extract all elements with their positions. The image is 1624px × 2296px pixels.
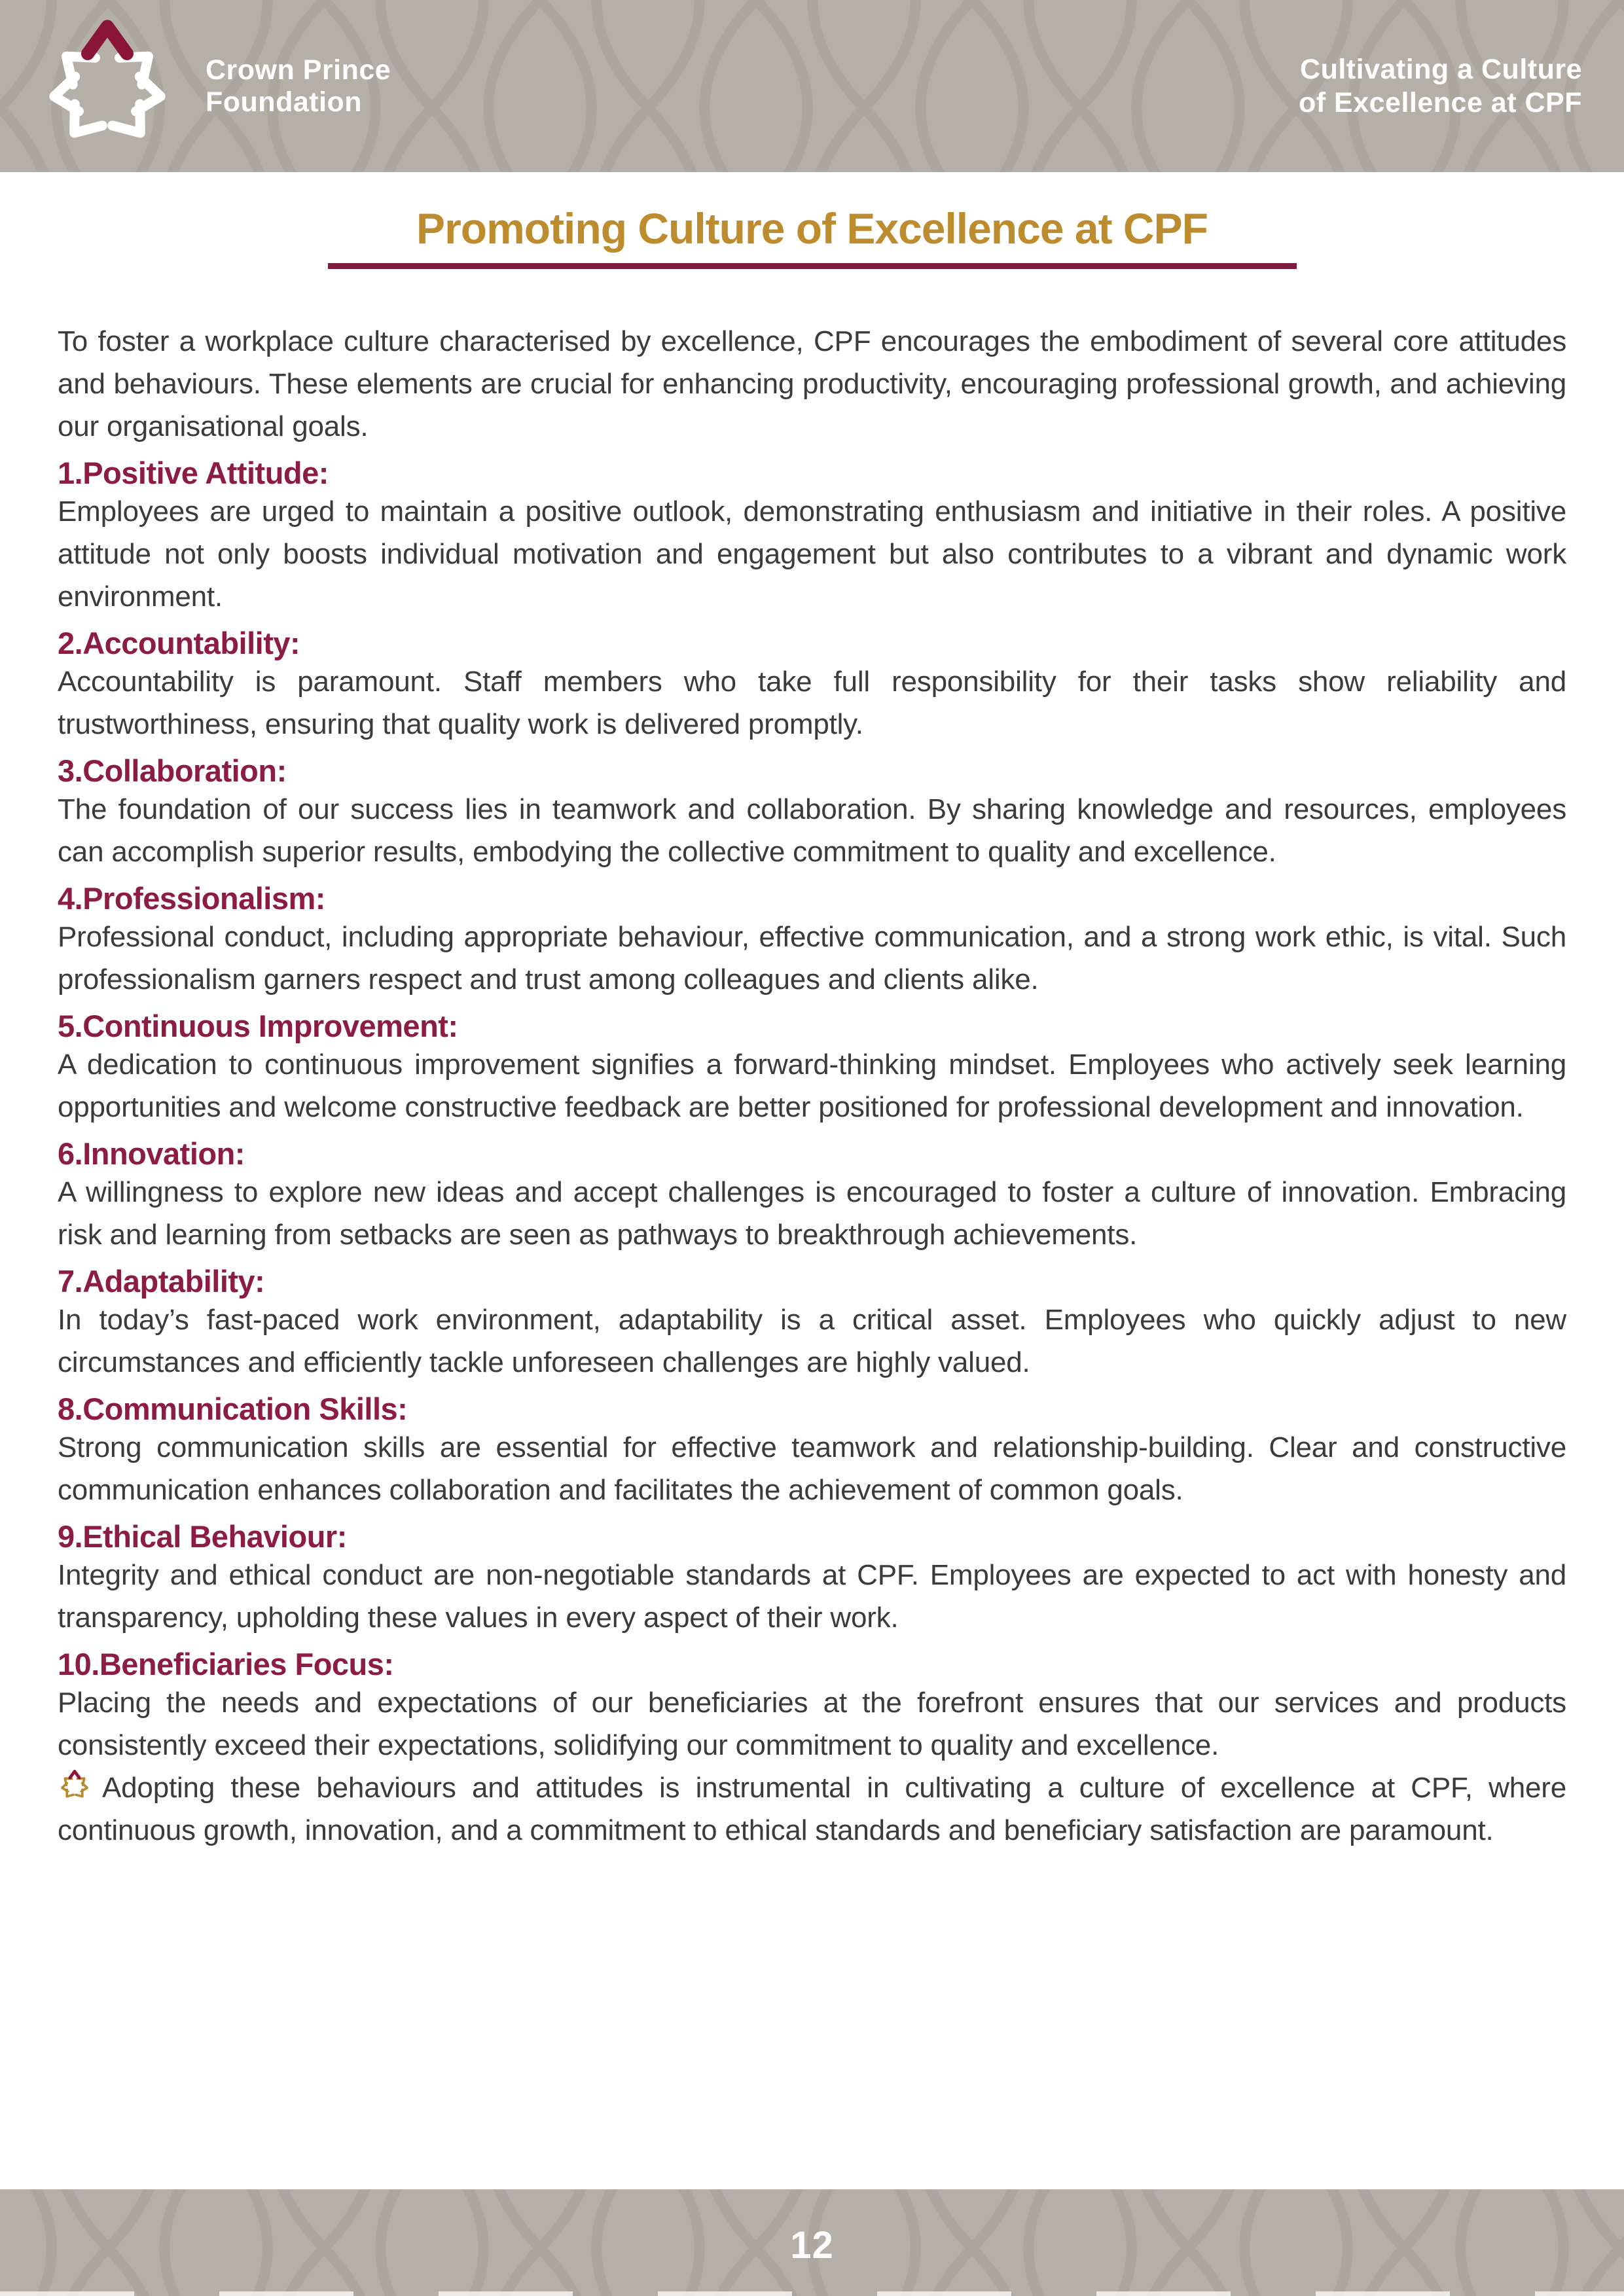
- section-ethical-behaviour: [58, 1520, 1566, 1639]
- section-body: A dedication to continuous improvement signifies a forward-thinking mindset. Employees who actively seek learning opportunities and welcome constructive feedback are better positioned for professional development and innovation.: [58, 1049, 1566, 1123]
- section-body: Integrity and ethical conduct are non-negotiable standards at CPF. Employees are expected to act with honesty and transparency, upholding these values in every aspect of their work.: [58, 1559, 1566, 1634]
- section-heading: 7.Adaptability:: [58, 1264, 265, 1299]
- section-adaptability: [58, 1265, 1566, 1384]
- section-heading: 8.Communication Skills:: [58, 1391, 408, 1426]
- section-heading: 9.Ethical Behaviour:: [58, 1519, 347, 1554]
- section-heading: 5.Continuous Improvement:: [58, 1009, 458, 1043]
- page-footer: [0, 2189, 1624, 2296]
- section-professionalism: [58, 882, 1566, 1001]
- section-heading: 4.Professionalism:: [58, 881, 325, 916]
- title-underline: [328, 263, 1297, 269]
- footer-edge-decoration: [0, 2291, 1624, 2296]
- section-communication-skills: [58, 1392, 1566, 1511]
- section-body: Strong communication skills are essential for effective teamwork and relationship-building. Clear and constructive communication enhances collaboration and facilitates the achievement of common goals.: [58, 1431, 1566, 1506]
- section-body: The foundation of our success lies in teamwork and collaboration. By sharing knowledge and resources, employees can accomplish superior results, embodying the collective commitment to quality and excellence.: [58, 793, 1566, 868]
- section-body: Professional conduct, including appropriate behaviour, effective communication, and a strong work ethic, is vital. Such professionalism garners respect and trust among colleagues and clients alike.: [58, 921, 1566, 996]
- section-body: In today’s fast-paced work environment, adaptability is a critical asset. Employees who quickly adjust to new circumstances and efficiently tackle unforeseen challenges are highly valued.: [58, 1304, 1566, 1378]
- cpf-logo-icon: [42, 12, 173, 160]
- section-heading: 1.Positive Attitude:: [58, 456, 329, 490]
- section-body: Accountability is paramount. Staff members who take full responsibility for their tasks show reliability and trustworthiness, ensuring that quality work is delivered promptly.: [58, 666, 1566, 740]
- section-beneficiaries-focus: [58, 1647, 1566, 1767]
- brand-name-line2: Foundation: [206, 86, 363, 118]
- brand-block: [42, 12, 391, 160]
- section-body: A willingness to explore new ideas and accept challenges is encouraged to foster a culture of innovation. Embracing risk and learning from setbacks are seen as pathways to breakthrough achievements.: [58, 1176, 1566, 1251]
- section-heading: 6.Innovation:: [58, 1136, 245, 1171]
- document-body: [0, 202, 1624, 1852]
- page-number: 12: [790, 2224, 834, 2267]
- section-heading: 10.Beneficiaries Focus:: [58, 1647, 394, 1681]
- closing-text: Adopting these behaviours and attitudes is instrumental in cultivating a culture of excellence at CPF, where continuous growth, innovation, and a commitment to ethical standards and beneficiary satisfaction are paramount.: [58, 1772, 1566, 1846]
- section-heading: 3.Collaboration:: [58, 753, 287, 788]
- section-body: Placing the needs and expectations of our beneficiaries at the forefront ensures that our services and products consistently exceed their expectations, solidifying our commitment to quality and excellence.: [58, 1687, 1566, 1761]
- cpf-mark-icon: [58, 1768, 92, 1803]
- section-continuous-improvement: [58, 1009, 1566, 1128]
- header-tagline-line1: Cultivating a Culture: [1300, 53, 1582, 85]
- closing-paragraph: [58, 1767, 1566, 1852]
- section-accountability: [58, 626, 1566, 745]
- header-tagline: [1299, 53, 1582, 120]
- page-title: Promoting Culture of Excellence at CPF: [416, 204, 1208, 253]
- page-header: [0, 0, 1624, 172]
- intro-paragraph: To foster a workplace culture characterised by excellence, CPF encourages the embodiment of several core attitudes and behaviours. These elements are crucial for enhancing productivity, encouraging professional growth, and achieving our organisational goals.: [58, 325, 1566, 442]
- brand-name-line1: Crown Prince: [206, 54, 391, 86]
- section-positive-attitude: [58, 456, 1566, 618]
- section-collaboration: [58, 754, 1566, 873]
- section-body: Employees are urged to maintain a positive outlook, demonstrating enthusiasm and initiative in their roles. A positive attitude not only boosts individual motivation and engagement but also contributes to a vibrant and dynamic work environment.: [58, 495, 1566, 613]
- section-heading: 2.Accountability:: [58, 626, 300, 660]
- header-tagline-line2: of Excellence at CPF: [1299, 86, 1582, 118]
- brand-name: [206, 54, 391, 118]
- section-innovation: [58, 1137, 1566, 1256]
